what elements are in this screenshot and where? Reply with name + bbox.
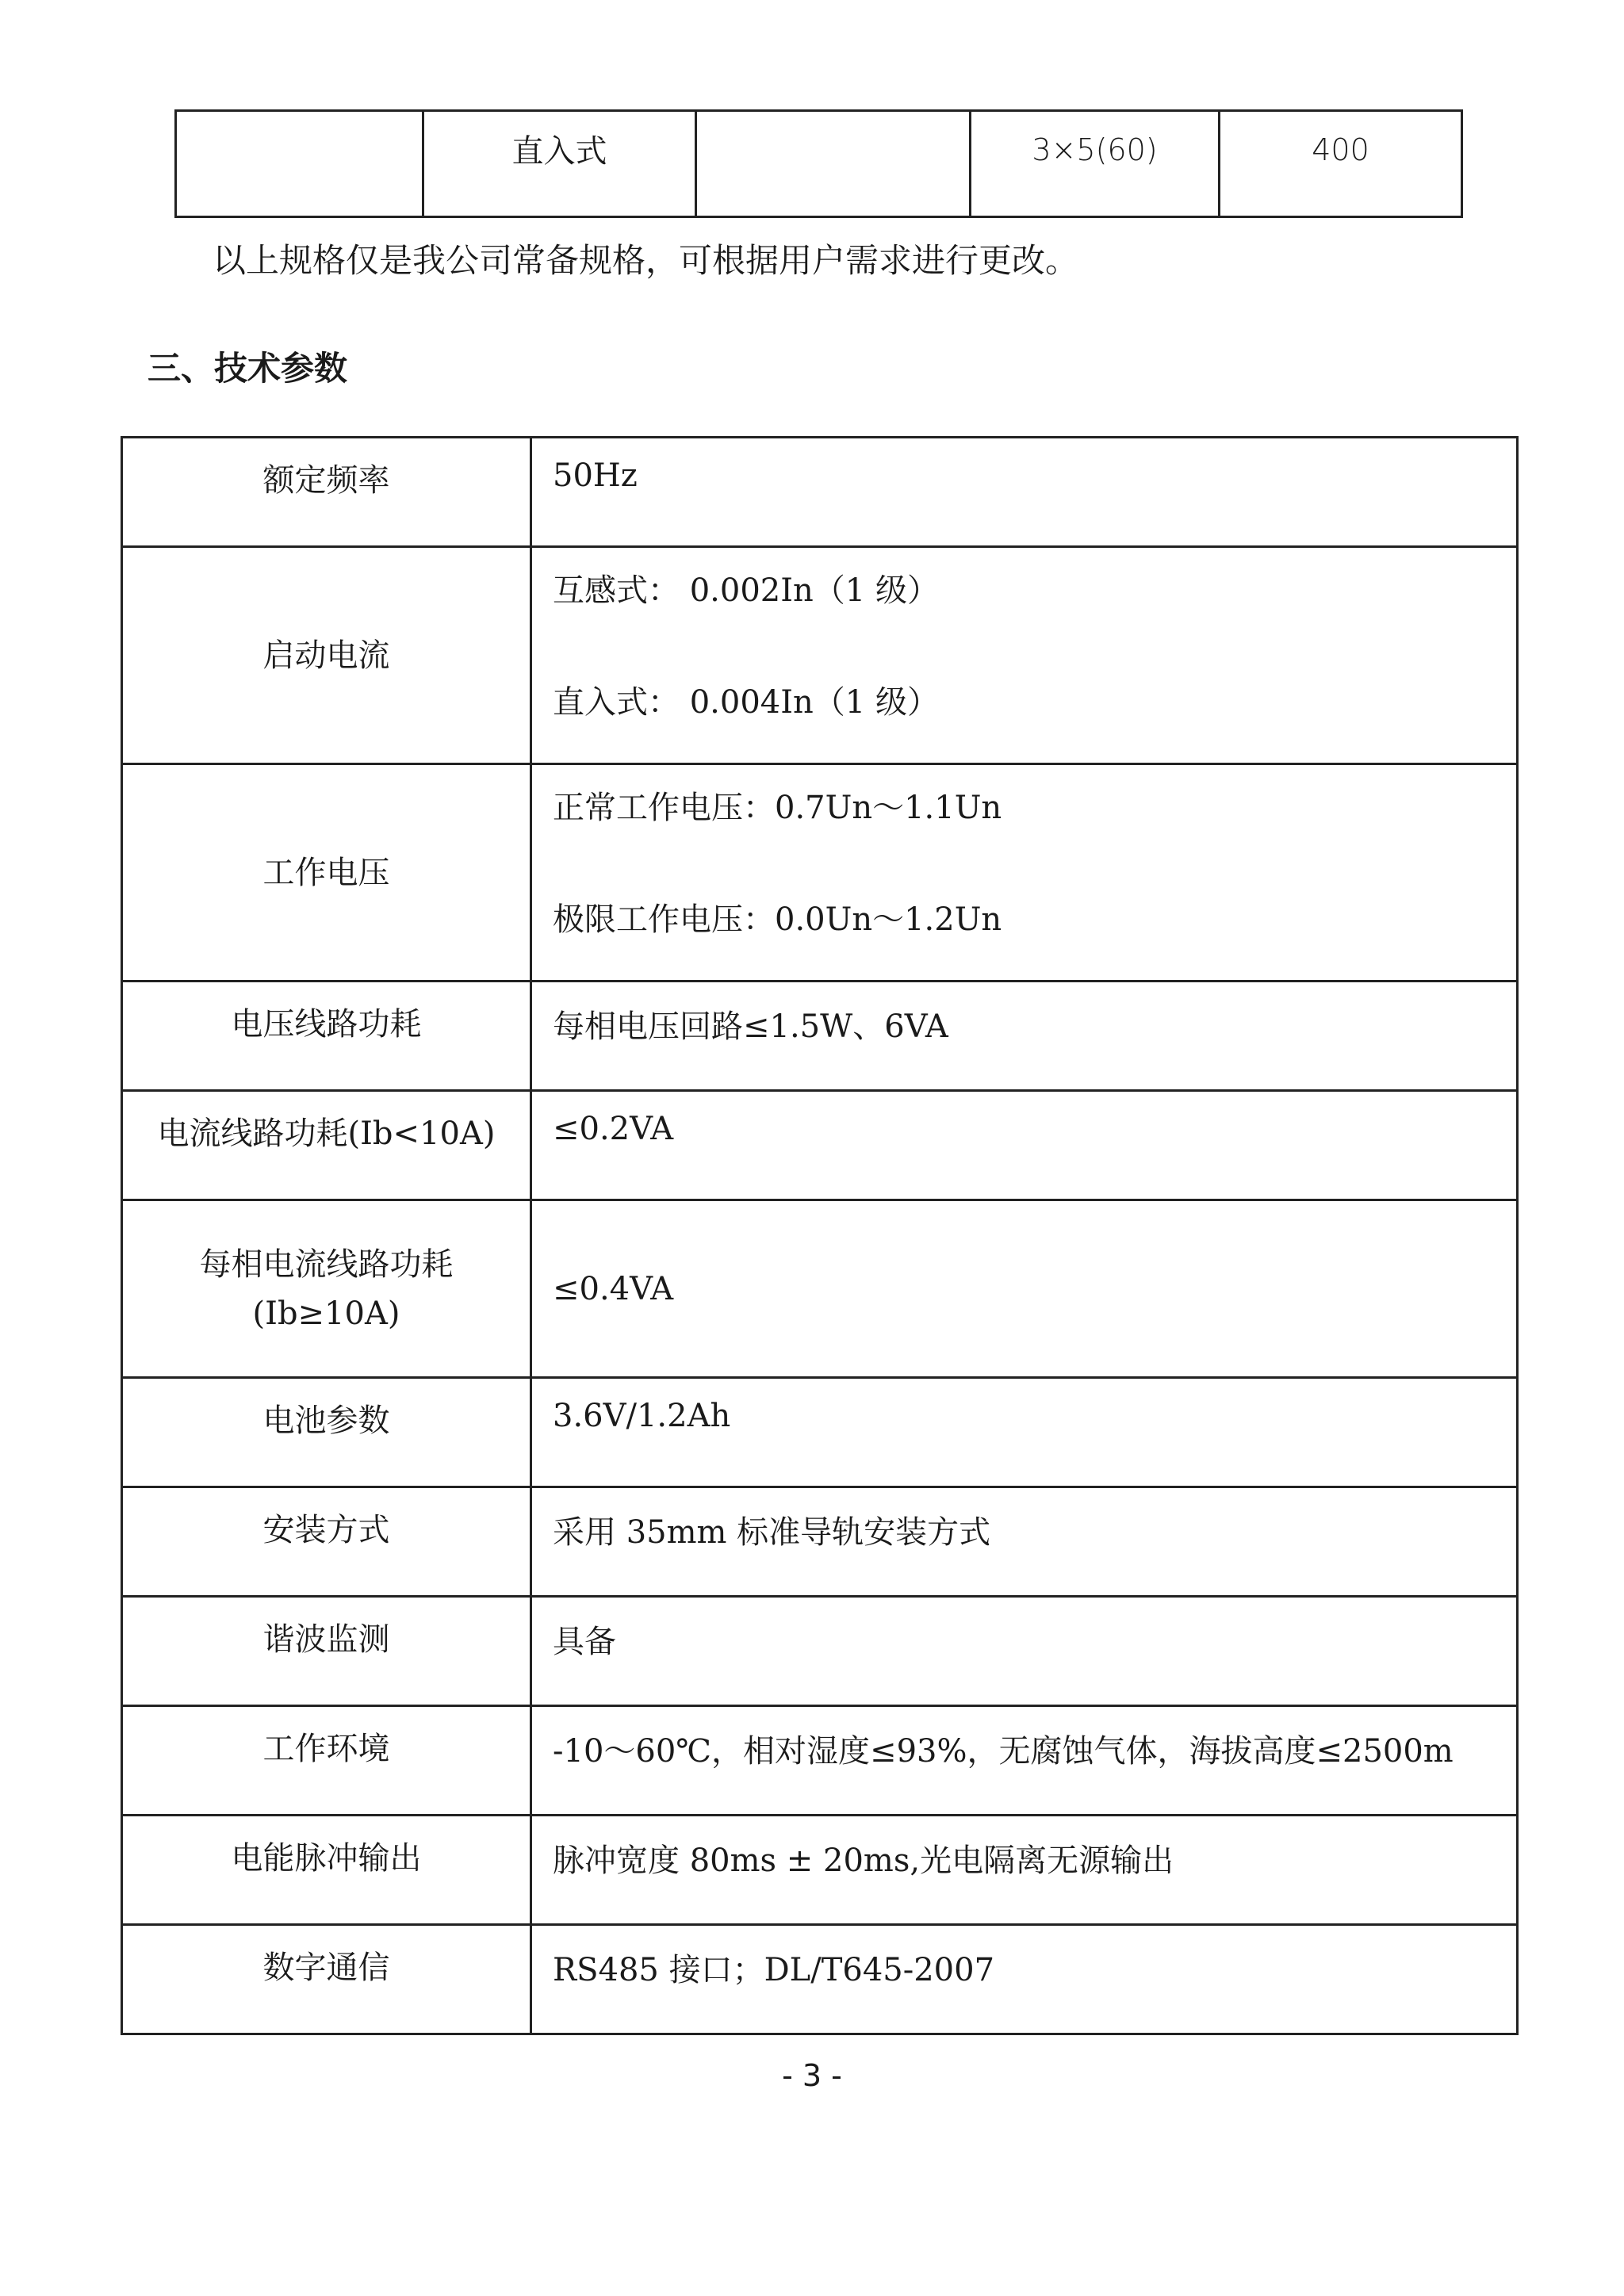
spec-cell-current: 3×5(60) [971,111,1220,217]
param-label: 工作环境 [122,1706,531,1816]
param-label: 电能脉冲输出 [122,1816,531,1925]
spec-cell-constant: 400 [1220,111,1462,217]
param-value: 采用 35mm 标准导轨安装方式 [531,1487,1518,1597]
table-row [122,1816,1518,1925]
table-row [122,1487,1518,1597]
table-row [122,547,1518,764]
param-value: ≤0.4VA [531,1200,1518,1378]
spec-cell [696,111,971,217]
param-value: -10～60℃，相对湿度≤93%，无腐蚀气体，海拔高度≤2500m [531,1706,1518,1816]
param-label: 启动电流 [122,547,531,764]
param-label: 工作电压 [122,764,531,982]
technical-parameters-table [121,436,1519,2035]
page-number: - 3 - [782,2058,842,2093]
param-value: ≤0.2VA [531,1091,1518,1200]
param-value-line: 极限工作电压：0.0Un～1.2Un [553,901,1002,938]
table-row [122,438,1518,547]
spec-cell [176,111,423,217]
table-row [176,111,1462,217]
param-label: 安装方式 [122,1487,531,1597]
param-value [531,764,1518,982]
table-row [122,982,1518,1091]
table-row [122,1091,1518,1200]
spec-note: 以上规格仅是我公司常备规格，可根据用户需求进行更改。 [213,241,1079,280]
param-value: 50Hz [531,438,1518,547]
table-row [122,764,1518,982]
section-heading: 三、技术参数 [147,349,348,388]
table-row [122,1925,1518,2034]
param-label: 电流线路功耗(Ib<10A) [122,1091,531,1200]
table-row [122,1706,1518,1816]
param-value-line: 直入式： 0.004In（1 级） [553,684,939,721]
param-label: 电压线路功耗 [122,982,531,1091]
spec-table [174,109,1463,218]
param-value: RS485 接口；DL/T645-2007 [531,1925,1518,2034]
param-label [122,1200,531,1378]
param-value: 3.6V/1.2Ah [531,1378,1518,1487]
param-label: 额定频率 [122,438,531,547]
table-row [122,1200,1518,1378]
param-value: 脉冲宽度 80ms ± 20ms,光电隔离无源输出 [531,1816,1518,1925]
param-value-line: 互感式： 0.002In（1 级） [553,572,939,609]
param-label: 电池参数 [122,1378,531,1487]
table-row [122,1597,1518,1706]
param-value-line: 正常工作电压：0.7Un～1.1Un [553,790,1002,826]
param-value [531,547,1518,764]
param-label: 数字通信 [122,1925,531,2034]
param-label-line: 每相电流线路功耗 [199,1246,454,1283]
spec-cell-type: 直入式 [423,111,696,217]
param-label: 谐波监测 [122,1597,531,1706]
param-value: 每相电压回路≤1.5W、6VA [531,982,1518,1091]
param-label-line: (Ib≥10A) [252,1295,400,1332]
param-value: 具备 [531,1597,1518,1706]
table-row [122,1378,1518,1487]
